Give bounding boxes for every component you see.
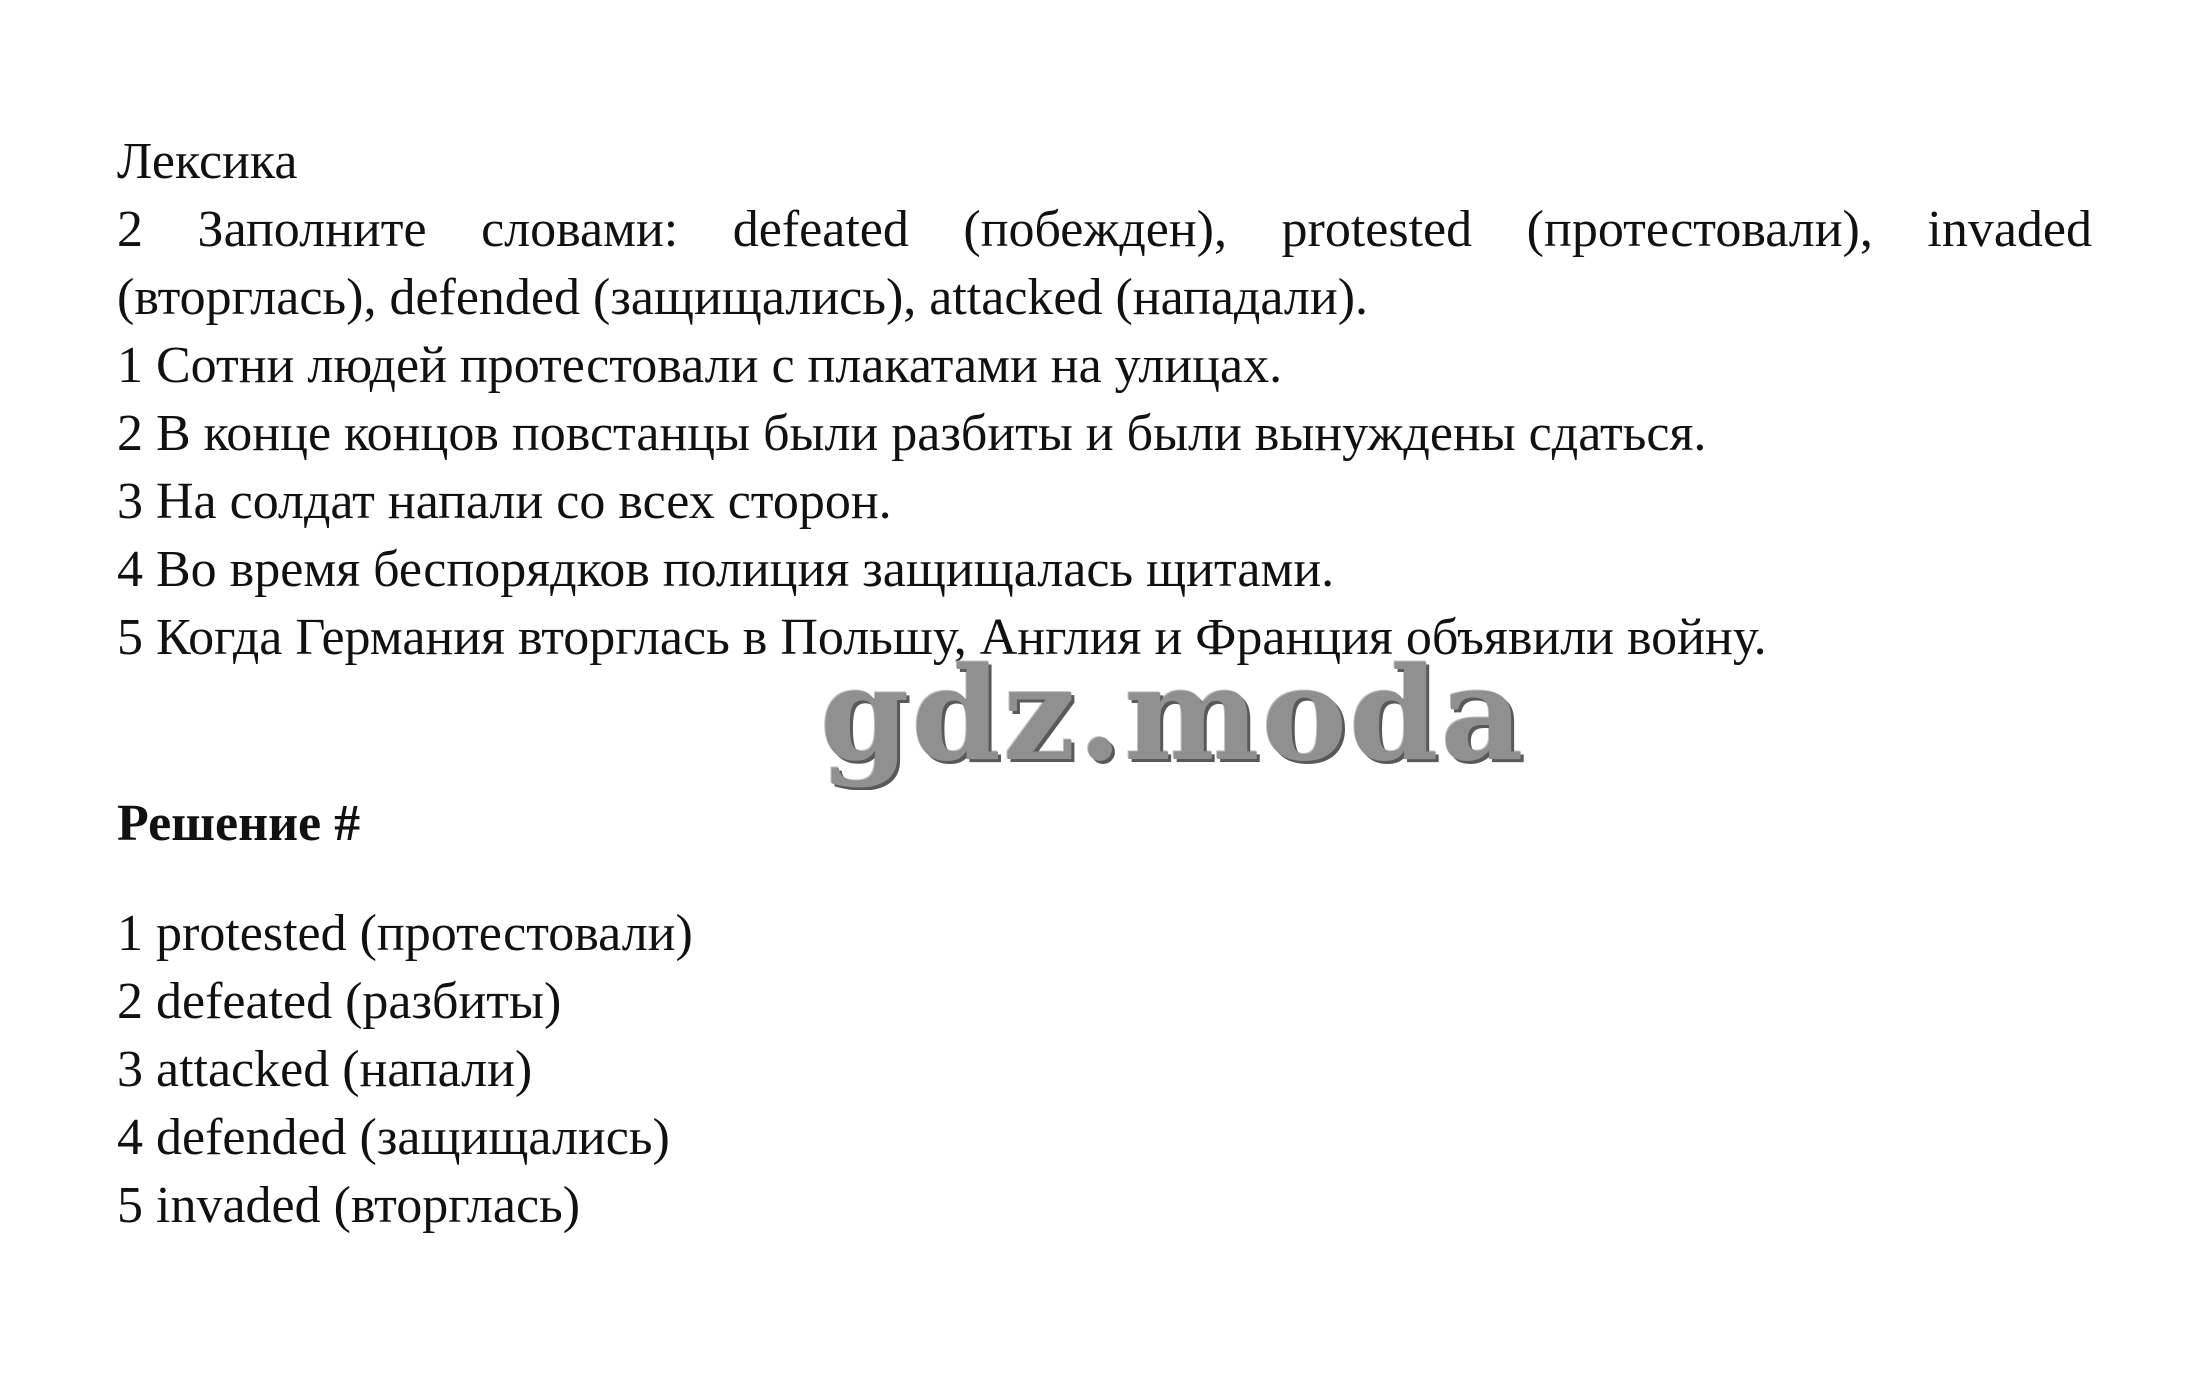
section-heading: Лексика: [117, 133, 298, 190]
instruction-line-1: [117, 196, 2092, 264]
instruction-word: словами:: [481, 201, 679, 258]
instruction-word: invaded: [1927, 201, 2092, 258]
instruction-word: defeated: [732, 201, 909, 258]
answer-item: 4 defended (защищались): [117, 1109, 670, 1166]
answers-block: [117, 900, 2092, 1240]
answer-item: 1 protested (протестовали): [117, 905, 693, 962]
task-block: [117, 128, 2092, 672]
task-sentence: 5 Когда Германия вторглась в Польшу, Англия и Франция объявили войну.: [117, 609, 1767, 666]
task-sentence: 1 Сотни людей протестовали с плакатами на улицах.: [117, 337, 1283, 394]
watermark-logo: gdz.moda: [820, 640, 1526, 790]
task-sentence: 4 Во время беспорядков полиция защищалась щитами.: [117, 541, 1335, 598]
task-sentence: 3 На солдат напали со всех сторон.: [117, 473, 892, 530]
instruction-word: 2: [117, 201, 143, 258]
answer-item: 2 defeated (разбиты): [117, 973, 562, 1030]
answer-item: 5 invaded (вторглась): [117, 1177, 581, 1234]
instruction-line-2: (вторглась), defended (защищались), attacked (нападали).: [117, 269, 1369, 326]
solution-title: Решение #: [117, 795, 361, 852]
task-sentence: 2 В конце концов повстанцы были разбиты и были вынуждены сдаться.: [117, 405, 1707, 462]
instruction-word: (протестовали),: [1526, 201, 1873, 258]
answer-item: 3 attacked (напали): [117, 1041, 533, 1098]
instruction-word: protested: [1281, 201, 1473, 258]
instruction-word: Заполните: [197, 201, 427, 258]
instruction-word: (побежден),: [963, 201, 1227, 258]
